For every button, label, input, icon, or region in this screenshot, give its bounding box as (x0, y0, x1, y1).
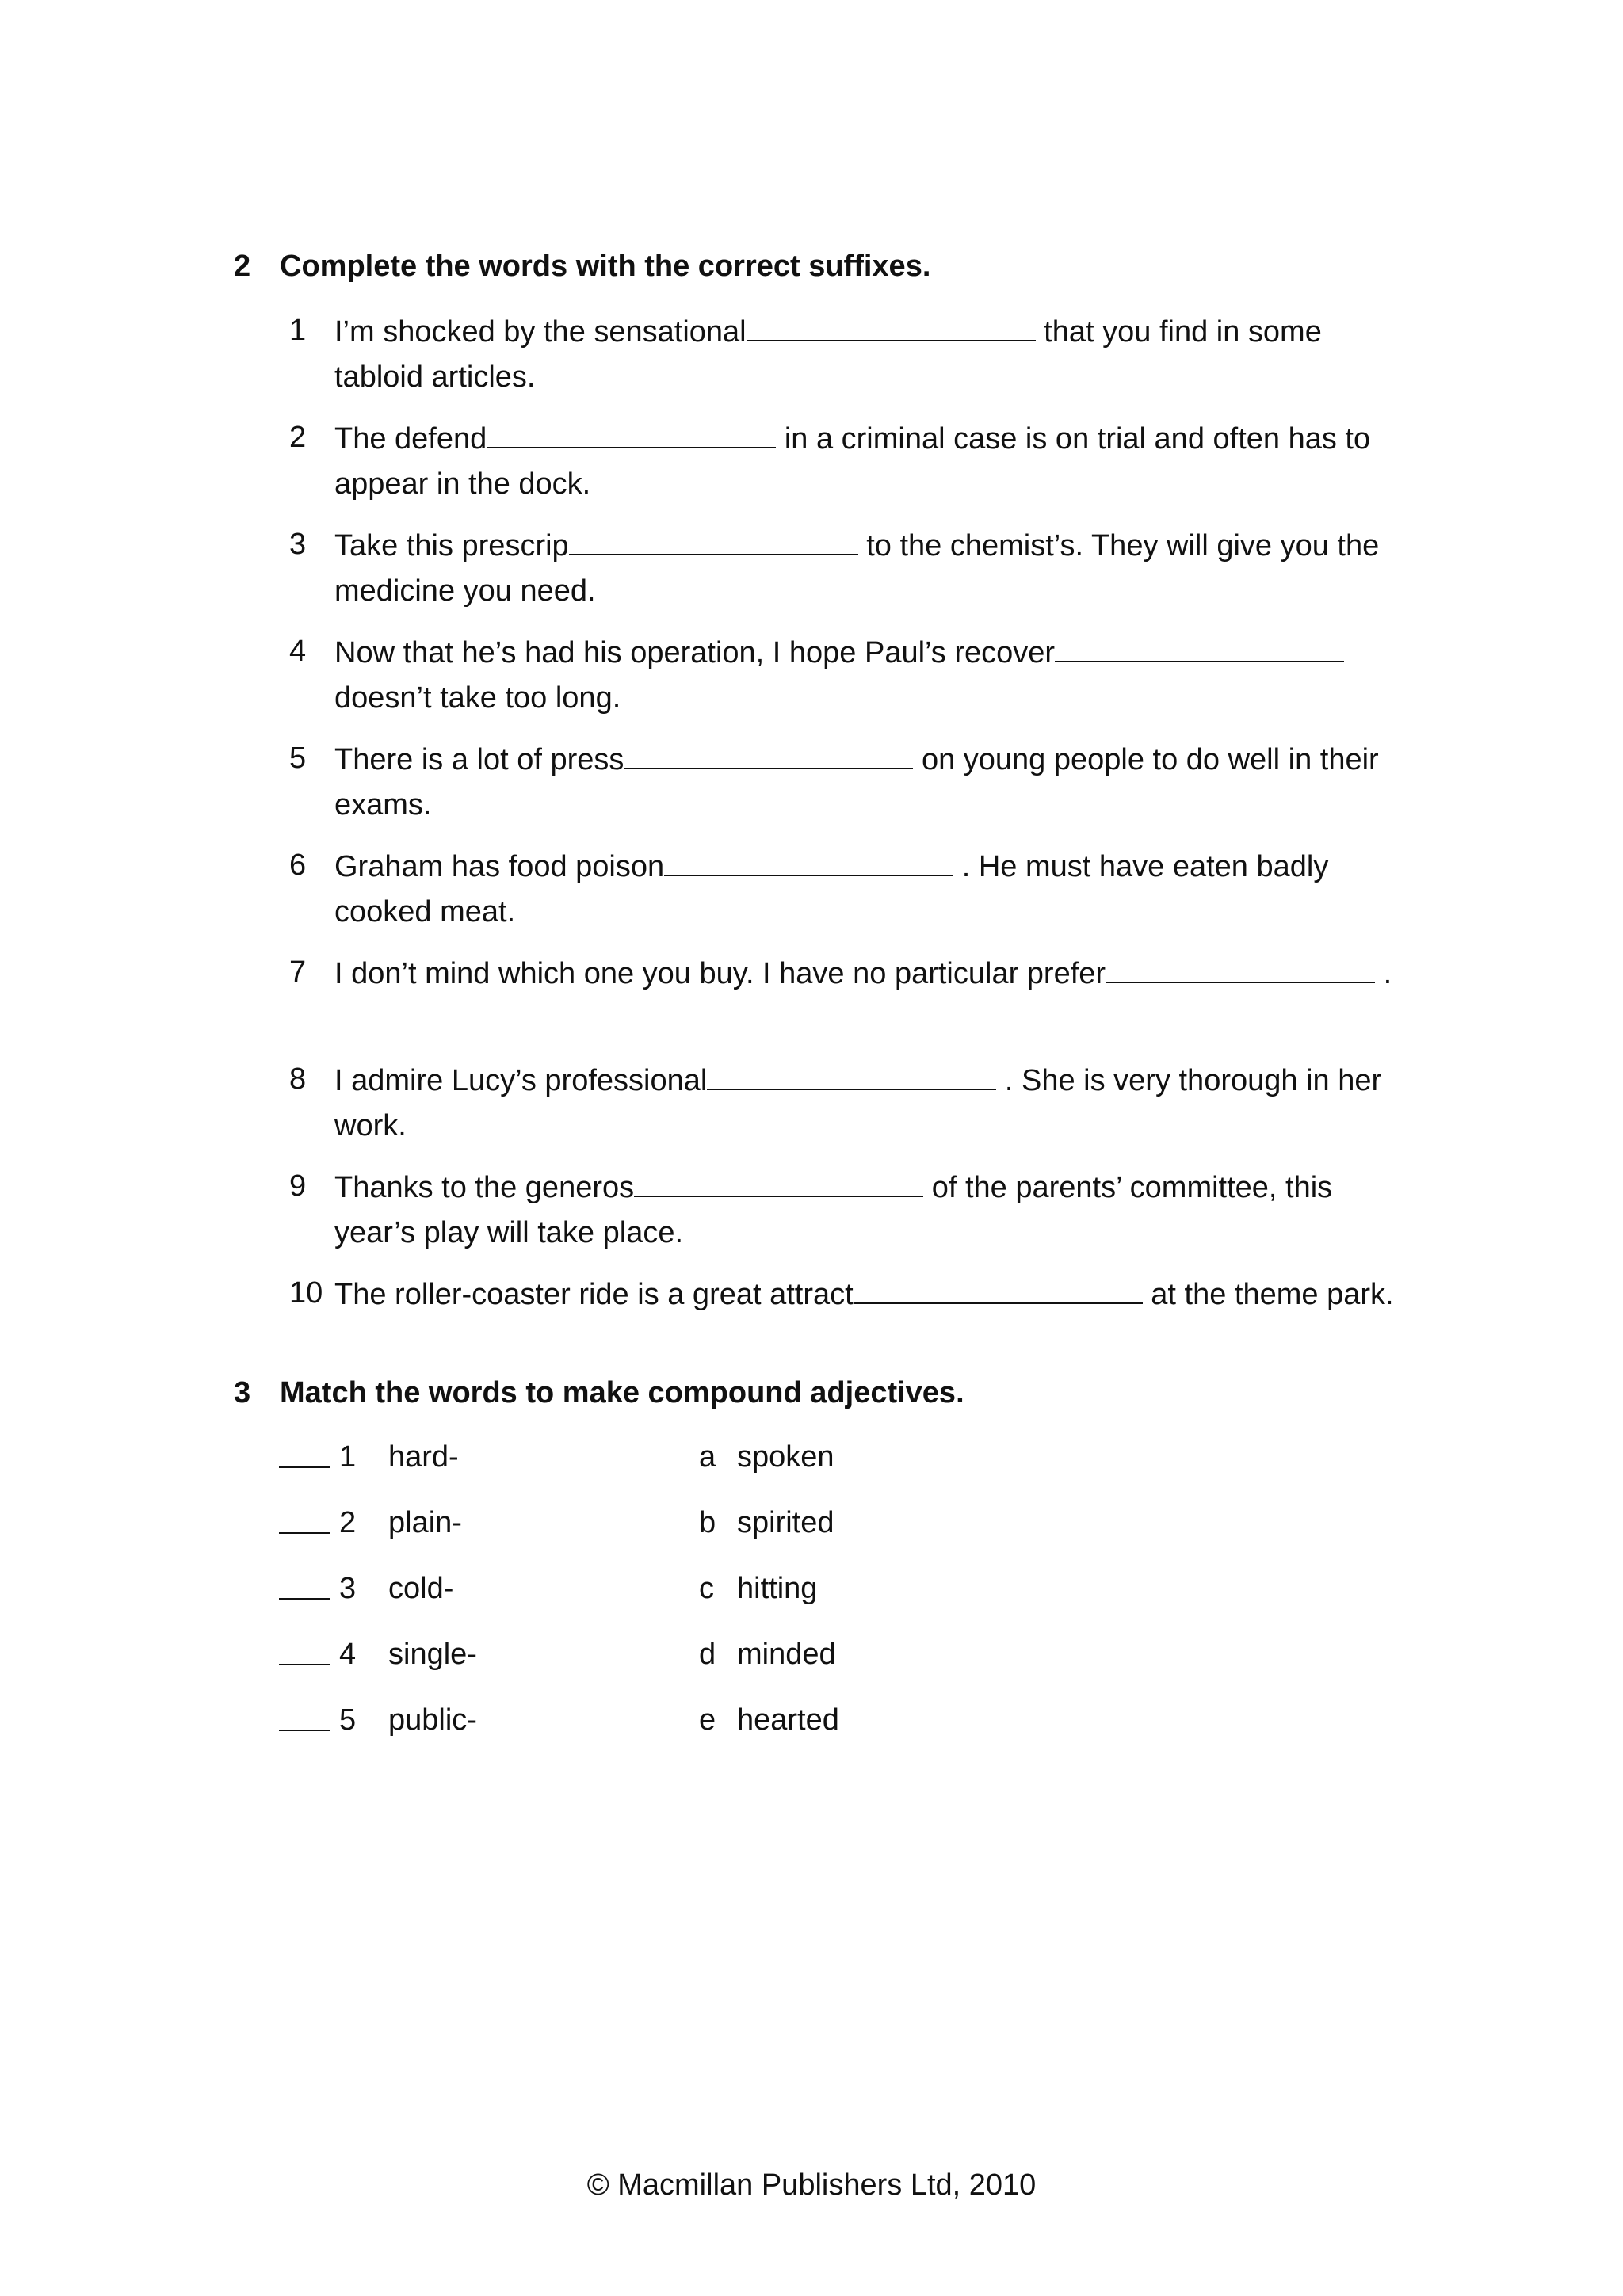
option-word: spirited (737, 1506, 834, 1539)
match-word: plain- (388, 1506, 462, 1539)
exercise-item (289, 1271, 1415, 1318)
match-word: cold- (388, 1572, 454, 1605)
exercise-item (289, 629, 1415, 721)
exercise-item (289, 950, 1415, 997)
exercise-item (289, 1057, 1415, 1149)
option-word: spoken (737, 1440, 834, 1474)
answer-blank[interactable] (707, 1057, 996, 1090)
match-word: single- (388, 1638, 477, 1671)
match-number: 5 (339, 1703, 357, 1737)
option-word: hitting (737, 1572, 818, 1605)
answer-blank[interactable] (279, 1435, 330, 1468)
item-text-before: Thanks to the generos (334, 1171, 635, 1204)
answer-blank[interactable] (279, 1698, 330, 1731)
answer-blank[interactable] (279, 1632, 330, 1665)
item-number: 9 (289, 1169, 307, 1203)
item-text-before: Now that he’s had his operation, I hope Paul’s recover (334, 636, 1056, 669)
match-number: 4 (339, 1638, 357, 1671)
item-number: 6 (289, 849, 307, 882)
answer-blank[interactable] (664, 843, 953, 876)
item-number: 3 (289, 528, 307, 561)
item-text-after: at the theme park. (1142, 1278, 1394, 1311)
match-word: hard- (388, 1440, 459, 1474)
match-number: 1 (339, 1440, 357, 1474)
answer-blank[interactable] (624, 736, 913, 769)
item-text-after: to the chemist’s. They will give you the medicine you need. (334, 529, 1380, 608)
item-text-before: The defend (334, 422, 487, 456)
item-text-before: Graham has food poison (334, 850, 665, 883)
exercise-item (289, 736, 1415, 828)
option-word: hearted (737, 1703, 839, 1737)
match-row (279, 1566, 992, 1611)
item-text-after: of the parents’ committee, this year’s play will take place. (334, 1171, 1333, 1249)
exercise-item (289, 1164, 1415, 1256)
answer-blank[interactable] (634, 1164, 923, 1197)
match-row (279, 1698, 992, 1743)
option-letter: d (699, 1638, 716, 1671)
answer-blank[interactable] (279, 1566, 330, 1600)
item-text-after: that you find in some tabloid articles. (334, 315, 1322, 394)
section-instruction: Match the words to make compound adjectives. (280, 1376, 964, 1409)
item-text-after: . He must have eaten badly cooked meat. (334, 850, 1329, 929)
answer-blank[interactable] (1106, 950, 1375, 983)
exercise-item (289, 843, 1415, 935)
item-text-before: There is a lot of press (334, 743, 624, 776)
exercise-item (289, 522, 1415, 614)
section-number: 3 (234, 1376, 251, 1409)
match-row (279, 1501, 992, 1546)
exercise-item (289, 308, 1415, 400)
item-number: 10 (289, 1276, 323, 1310)
match-number: 3 (339, 1572, 357, 1605)
answer-blank[interactable] (1055, 629, 1344, 662)
item-text-after: on young people to do well in their exams. (334, 743, 1379, 822)
item-number: 2 (289, 421, 307, 454)
answer-blank[interactable] (747, 308, 1036, 341)
item-number: 7 (289, 955, 307, 989)
item-text-before: I’m shocked by the sensational (334, 315, 747, 349)
item-text-after: . She is very thorough in her work. (334, 1064, 1382, 1142)
answer-blank[interactable] (854, 1271, 1143, 1304)
match-row (279, 1632, 992, 1677)
item-text-after: in a criminal case is on trial and often has to appear in the dock. (334, 422, 1371, 501)
option-letter: e (699, 1703, 716, 1737)
item-text-after: . (1375, 957, 1392, 990)
option-word: minded (737, 1638, 836, 1671)
match-row (279, 1435, 992, 1480)
option-letter: a (699, 1440, 716, 1474)
item-text-after: doesn’t take too long. (334, 681, 621, 715)
match-number: 2 (339, 1506, 357, 1539)
answer-blank[interactable] (569, 522, 858, 555)
item-text-before: I don’t mind which one you buy. I have no particular prefer (334, 957, 1106, 990)
option-letter: b (699, 1506, 716, 1539)
copyright-footer: © Macmillan Publishers Ltd, 2010 (586, 2168, 1037, 2202)
item-text-before: The roller-coaster ride is a great attract (334, 1278, 854, 1311)
item-number: 4 (289, 635, 307, 668)
option-letter: c (699, 1572, 714, 1605)
item-number: 1 (289, 314, 307, 347)
item-text-before: Take this prescrip (334, 529, 569, 563)
section-number: 2 (234, 250, 251, 283)
exercise-item (289, 415, 1415, 507)
item-text-before: I admire Lucy’s professional (334, 1064, 708, 1097)
answer-blank[interactable] (487, 415, 776, 448)
answer-blank[interactable] (279, 1501, 330, 1534)
match-word: public- (388, 1703, 477, 1737)
section-instruction: Complete the words with the correct suffixes. (280, 250, 931, 283)
item-number: 5 (289, 742, 307, 775)
item-number: 8 (289, 1062, 307, 1096)
